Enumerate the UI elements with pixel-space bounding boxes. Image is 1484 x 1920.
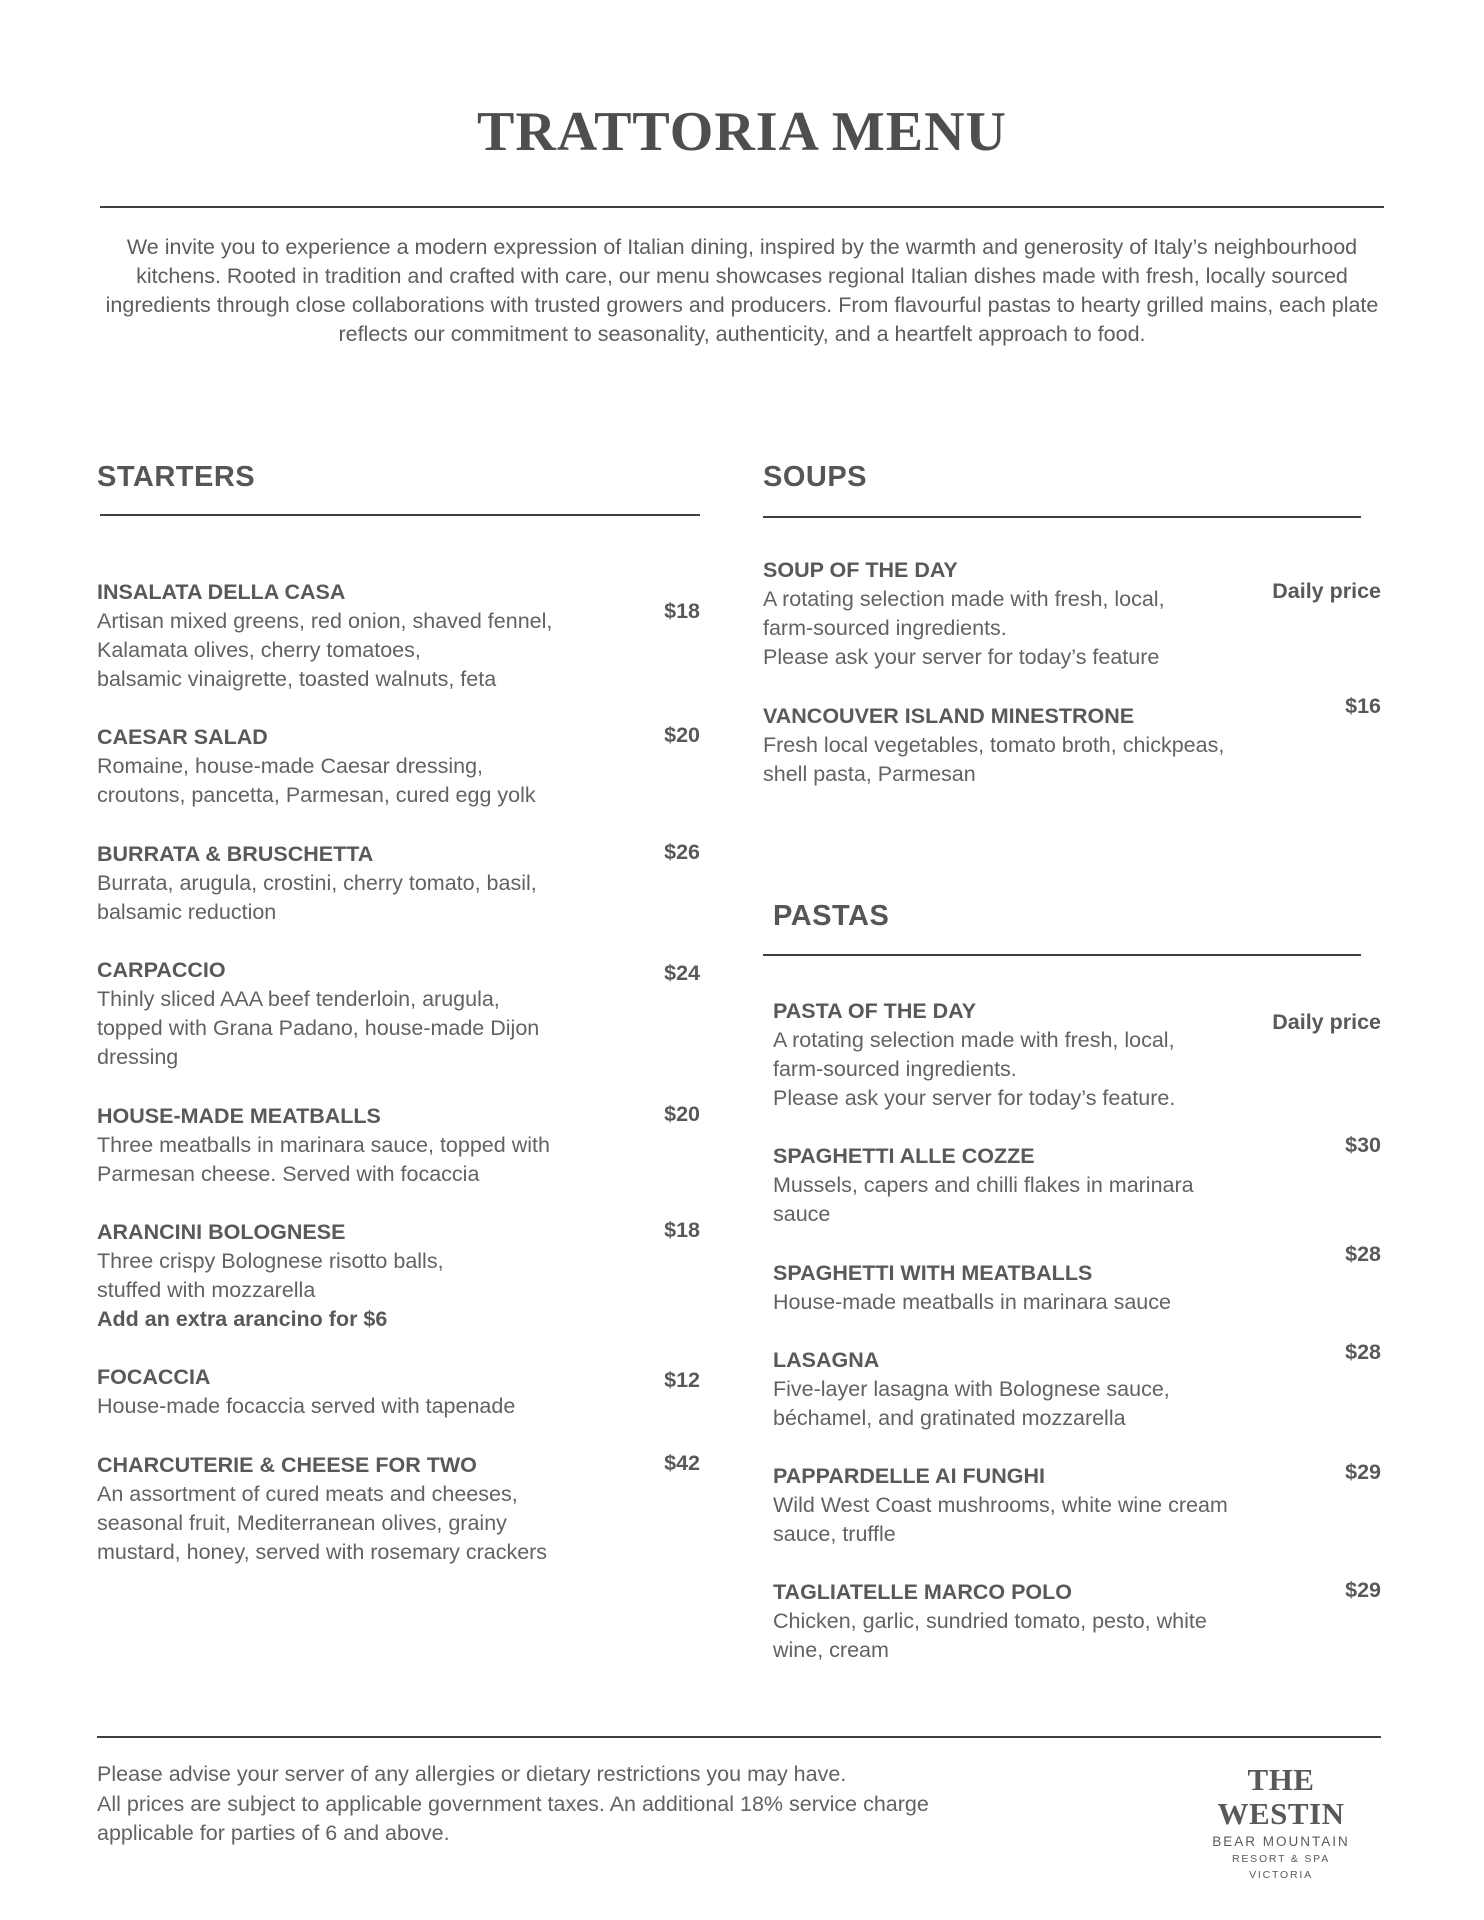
menu-item [773,997,1283,1113]
logo-line-2: RESORT & SPA [1231,1853,1331,1865]
item-description: Chicken, garlic, sundried tomato, pesto, white wine, cream [773,1609,1207,1662]
item-description: Three crispy Bolognese risotto balls, stuffed with mozzarella [97,1249,444,1302]
item-price: $18 [664,1218,700,1242]
menu-item [97,578,637,694]
item-name: CHARCUTERIE & CHEESE FOR TWO [97,1453,477,1477]
item-description: A rotating selection made with fresh, local, farm-sourced ingredients. Please ask your server for today’s feature [763,587,1165,669]
item-description: Romaine, house-made Caesar dressing, croutons, pancetta, Parmesan, cured egg yolk [97,754,536,807]
item-price: $42 [664,1451,700,1475]
item-price: $30 [1345,1133,1381,1157]
item-description: Three meatballs in marinara sauce, topped with Parmesan cheese. Served with focaccia [97,1133,550,1186]
item-name: INSALATA DELLA CASA [97,580,346,604]
item-addon-note: Add an extra arancino for $6 [97,1307,388,1331]
item-price: $20 [664,723,700,747]
item-description: House-made meatballs in marinara sauce [773,1290,1171,1314]
item-name: PAPPARDELLE AI FUNGHI [773,1464,1045,1488]
item-name: CARPACCIO [97,958,226,982]
item-name: FOCACCIA [97,1365,211,1389]
logo-line-1: BEAR MOUNTAIN [1212,1834,1350,1849]
item-price: $16 [1345,694,1381,718]
westin-logo [1196,1763,1366,1883]
item-name: LASAGNA [773,1348,880,1372]
starters-divider [100,514,700,516]
starters-heading: STARTERS [97,461,256,493]
item-description: Burrata, arugula, crostini, cherry tomato, basil, balsamic reduction [97,871,537,924]
menu-item [773,1578,1283,1665]
item-price: $29 [1345,1578,1381,1602]
item-name: TAGLIATELLE MARCO POLO [773,1580,1072,1604]
item-description: An assortment of cured meats and cheeses, seasonal fruit, Mediterranean olives, grainy mustard, honey, served with rosemary crackers [97,1482,548,1564]
menu-item [773,1259,1283,1317]
menu-item [97,1218,637,1334]
item-name: SOUP OF THE DAY [763,558,958,582]
item-name: ARANCINI BOLOGNESE [97,1220,346,1244]
item-price: $18 [664,599,700,623]
page-title: TRATTORIA MENU [476,101,1007,163]
menu-item [97,956,637,1072]
item-description: Mussels, capers and chilli flakes in marinara sauce [773,1173,1194,1226]
item-name: CAESAR SALAD [97,725,268,749]
item-description: Five-layer lasagna with Bolognese sauce, béchamel, and gratinated mozzarella [773,1377,1170,1430]
pastas-heading: PASTAS [773,900,890,932]
footer-divider [97,1736,1381,1738]
item-description: Wild West Coast mushrooms, white wine cream sauce, truffle [773,1493,1228,1546]
menu-item [97,1363,637,1421]
item-description: A rotating selection made with fresh, local, farm-sourced ingredients. Please ask your server for today’s feature. [773,1028,1176,1110]
item-price: $29 [1345,1460,1381,1484]
menu-item [97,1102,637,1189]
menu-item [97,723,637,810]
menu-item [773,1142,1283,1229]
item-name: HOUSE-MADE MEATBALLS [97,1104,381,1128]
soups-heading: SOUPS [763,461,868,493]
item-name: VANCOUVER ISLAND MINESTRONE [763,704,1135,728]
item-name: SPAGHETTI WITH MEATBALLS [773,1261,1093,1285]
item-description: House-made focaccia served with tapenade [97,1394,516,1418]
menu-item [763,556,1283,672]
item-price: $28 [1345,1340,1381,1364]
logo-brand: THE WESTIN [1217,1762,1345,1831]
item-price: $26 [664,840,700,864]
item-price: $20 [664,1102,700,1126]
item-description: Thinly sliced AAA beef tenderloin, arugula, topped with Grana Padano, house-made Dijon dressing [97,987,540,1069]
item-description: Fresh local vegetables, tomato broth, chickpeas, shell pasta, Parmesan [763,733,1225,786]
footer-notice: Please advise your server of any allergies or dietary restrictions you may have. All prices are subject to applicable government taxes. An additional 18% service charge applicable for parties of 6 and above. [97,1762,929,1845]
intro-paragraph: We invite you to experience a modern expression of Italian dining, inspired by the warmth and generosity of Italy’s neighbourhood kitchens. Rooted in tradition and crafted with care, our menu showcases regional Italian dishes made with fresh, locally sourced ingredients through close collaborations with trusted growers and producers. From flavourful pastas to hearty grilled mains, each plate reflects our commitment to seasonality, authenticity, and a heartfelt approach to food. [105,235,1379,346]
item-price: Daily price [1272,579,1381,603]
soups-divider [763,516,1361,518]
logo-line-3: VICTORIA [1249,1869,1313,1881]
title-divider [100,206,1384,208]
item-price: Daily price [1272,1010,1381,1034]
menu-item [97,1451,637,1567]
item-name: SPAGHETTI ALLE COZZE [773,1144,1035,1168]
item-price: $28 [1345,1242,1381,1266]
menu-item [773,1346,1283,1433]
item-price: $24 [664,961,700,985]
menu-item [97,840,637,927]
item-price: $12 [664,1368,700,1392]
menu-item [763,702,1283,789]
item-name: PASTA OF THE DAY [773,999,977,1023]
item-description: Artisan mixed greens, red onion, shaved fennel, Kalamata olives, cherry tomatoes, balsamic vinaigrette, toasted walnuts, feta [97,609,553,691]
item-name: BURRATA & BRUSCHETTA [97,842,374,866]
menu-item [773,1462,1283,1549]
pastas-divider [763,954,1361,956]
